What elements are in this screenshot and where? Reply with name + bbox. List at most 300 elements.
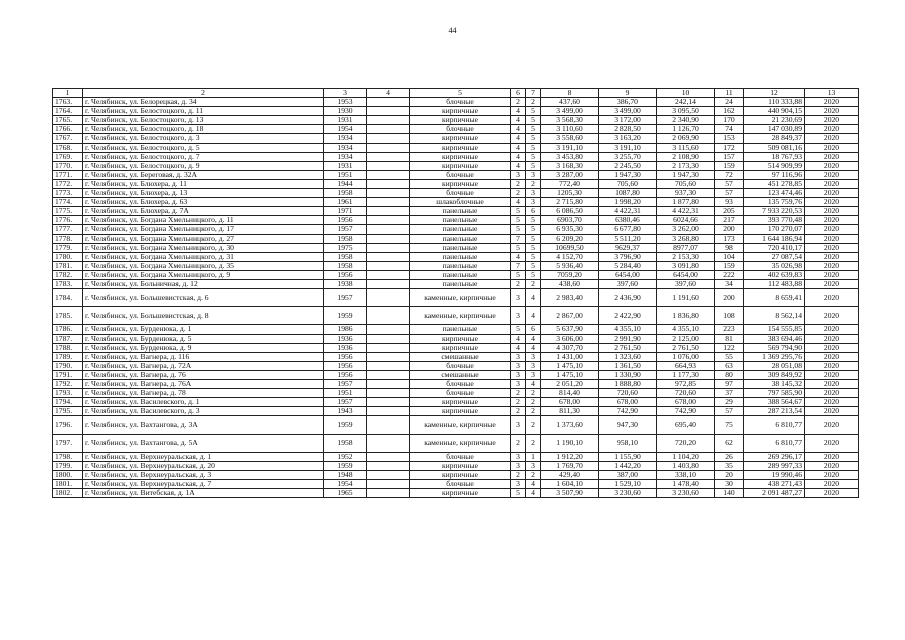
year-cell: 1948	[324, 470, 367, 479]
area-living-cell: 387,00	[599, 470, 657, 479]
table-row	[53, 261, 859, 270]
year-cell: 1959	[324, 461, 367, 470]
area-total-cell: 1 475,10	[541, 361, 599, 370]
entrances-cell: 4	[526, 380, 541, 389]
address-cell: г. Челябинск, ул. Береговая, д. 32А	[83, 170, 324, 179]
plan-year-cell: 2020	[805, 261, 859, 270]
entrances-cell: 5	[526, 134, 541, 143]
empty-cell	[367, 107, 410, 116]
header-cell: 9	[599, 89, 657, 98]
area-total-cell: 10699,50	[541, 243, 599, 252]
year-cell: 1931	[324, 161, 367, 170]
material-cell: блочные	[410, 189, 511, 198]
empty-cell	[367, 470, 410, 479]
empty-cell	[367, 370, 410, 379]
year-cell: 1943	[324, 407, 367, 416]
address-cell: г. Челябинск, ул. Вагнера, д. 78	[83, 389, 324, 398]
entrances-cell: 2	[526, 389, 541, 398]
floors-cell: 3	[511, 416, 526, 434]
residents-cell: 20	[715, 470, 744, 479]
address-cell: г. Челябинск, ул. Белостоцкого, д. 13	[83, 116, 324, 125]
area-total-cell: 3 499,00	[541, 107, 599, 116]
cost-cell: 309 849,92	[744, 370, 805, 379]
residents-cell: 172	[715, 143, 744, 152]
table-row	[53, 325, 859, 334]
page-number: 44	[448, 26, 457, 35]
area-residential-cell: 2 340,90	[657, 116, 715, 125]
table-row	[53, 161, 859, 170]
area-living-cell: 5 284,40	[599, 261, 657, 270]
area-residential-cell: 2 125,00	[657, 334, 715, 343]
address-cell: г. Челябинск, ул. Богдана Хмельницкого, д. 35	[83, 261, 324, 270]
year-cell: 1986	[324, 325, 367, 334]
row-number: 1774.	[53, 198, 83, 207]
entrances-cell: 3	[526, 361, 541, 370]
year-cell: 1936	[324, 343, 367, 352]
area-total-cell: 3 606,00	[541, 334, 599, 343]
table-row	[53, 398, 859, 407]
year-cell: 1930	[324, 107, 367, 116]
row-number: 1802.	[53, 489, 83, 498]
area-total-cell: 1 431,00	[541, 352, 599, 361]
entrances-cell: 6	[526, 325, 541, 334]
area-residential-cell: 2 153,30	[657, 252, 715, 261]
empty-cell	[367, 270, 410, 279]
row-number: 1791.	[53, 370, 83, 379]
row-number: 1778.	[53, 234, 83, 243]
floors-cell: 4	[511, 198, 526, 207]
table-row	[53, 243, 859, 252]
entrances-cell: 5	[526, 143, 541, 152]
residents-cell: 205	[715, 207, 744, 216]
plan-year-cell: 2020	[805, 334, 859, 343]
plan-year-cell: 2020	[805, 398, 859, 407]
empty-cell	[367, 143, 410, 152]
residents-cell: 72	[715, 170, 744, 179]
cost-cell: 7 933 220,53	[744, 207, 805, 216]
residents-cell: 223	[715, 325, 744, 334]
area-residential-cell: 1 177,30	[657, 370, 715, 379]
address-cell: г. Челябинск, ул. Василевского, д. 3	[83, 407, 324, 416]
area-total-cell: 2 051,20	[541, 380, 599, 389]
area-total-cell: 2 983,40	[541, 289, 599, 307]
plan-year-cell: 2020	[805, 170, 859, 179]
cost-cell: 170 270,07	[744, 225, 805, 234]
cost-cell: 21 230,69	[744, 116, 805, 125]
area-living-cell: 1 323,60	[599, 352, 657, 361]
area-residential-cell: 3 091,80	[657, 261, 715, 270]
material-cell: блочные	[410, 480, 511, 489]
plan-year-cell: 2020	[805, 116, 859, 125]
plan-year-cell: 2020	[805, 198, 859, 207]
cost-cell: 8 562,14	[744, 307, 805, 325]
residents-cell: 30	[715, 480, 744, 489]
residents-cell: 35	[715, 461, 744, 470]
entrances-cell: 2	[526, 416, 541, 434]
empty-cell	[367, 216, 410, 225]
floors-cell: 7	[511, 234, 526, 243]
residents-cell: 93	[715, 198, 744, 207]
floors-cell: 2	[511, 389, 526, 398]
address-cell: г. Челябинск, ул. Блюхера, д. 11	[83, 179, 324, 188]
row-number: 1781.	[53, 261, 83, 270]
floors-cell: 4	[511, 334, 526, 343]
empty-cell	[367, 480, 410, 489]
year-cell: 1957	[324, 225, 367, 234]
plan-year-cell: 2020	[805, 252, 859, 261]
cost-cell: 402 639,83	[744, 270, 805, 279]
area-residential-cell: 720,60	[657, 389, 715, 398]
row-number: 1797.	[53, 434, 83, 452]
area-living-cell: 678,00	[599, 398, 657, 407]
area-living-cell: 1 330,90	[599, 370, 657, 379]
year-cell: 1931	[324, 116, 367, 125]
empty-cell	[367, 225, 410, 234]
entrances-cell: 3	[526, 198, 541, 207]
row-number: 1765.	[53, 116, 83, 125]
area-total-cell: 438,60	[541, 279, 599, 288]
material-cell: шлакоблочные	[410, 198, 511, 207]
year-cell: 1956	[324, 270, 367, 279]
area-living-cell: 958,10	[599, 434, 657, 452]
residents-cell: 159	[715, 261, 744, 270]
entrances-cell: 4	[526, 489, 541, 498]
address-cell: г. Челябинск, ул. Больничная, д. 12	[83, 279, 324, 288]
residents-cell: 55	[715, 352, 744, 361]
area-living-cell: 2 245,50	[599, 161, 657, 170]
area-total-cell: 2 715,80	[541, 198, 599, 207]
plan-year-cell: 2020	[805, 179, 859, 188]
table-row	[53, 207, 859, 216]
address-cell: г. Челябинск, ул. Блюхера, д. 63	[83, 198, 324, 207]
header-cell: 2	[83, 89, 324, 98]
area-total-cell: 1 373,60	[541, 416, 599, 434]
area-living-cell: 1 529,10	[599, 480, 657, 489]
cost-cell: 123 474,46	[744, 189, 805, 198]
area-living-cell: 1 947,30	[599, 170, 657, 179]
floors-cell: 3	[511, 370, 526, 379]
empty-cell	[367, 452, 410, 461]
material-cell: панельные	[410, 216, 511, 225]
material-cell: панельные	[410, 270, 511, 279]
floors-cell: 2	[511, 179, 526, 188]
area-living-cell: 2 991,90	[599, 334, 657, 343]
area-total-cell: 4 307,70	[541, 343, 599, 352]
cost-cell: 2 091 487,27	[744, 489, 805, 498]
residents-cell: 74	[715, 125, 744, 134]
year-cell: 1957	[324, 380, 367, 389]
material-cell: блочные	[410, 452, 511, 461]
area-total-cell: 678,00	[541, 398, 599, 407]
floors-cell: 5	[511, 243, 526, 252]
empty-cell	[367, 234, 410, 243]
floors-cell: 3	[511, 289, 526, 307]
empty-cell	[367, 352, 410, 361]
empty-cell	[367, 434, 410, 452]
empty-cell	[367, 189, 410, 198]
area-residential-cell: 4 355,10	[657, 325, 715, 334]
table-row	[53, 361, 859, 370]
area-residential-cell: 3 115,60	[657, 143, 715, 152]
residents-cell: 98	[715, 243, 744, 252]
year-cell: 1936	[324, 334, 367, 343]
floors-cell: 5	[511, 216, 526, 225]
material-cell: панельные	[410, 279, 511, 288]
area-total-cell: 811,30	[541, 407, 599, 416]
address-cell: г. Челябинск, ул. Белостоцкого, д. 9	[83, 161, 324, 170]
plan-year-cell: 2020	[805, 270, 859, 279]
table-row	[53, 470, 859, 479]
area-living-cell: 720,60	[599, 389, 657, 398]
area-total-cell: 1 912,20	[541, 452, 599, 461]
residents-cell: 200	[715, 225, 744, 234]
plan-year-cell: 2020	[805, 134, 859, 143]
area-living-cell: 3 255,70	[599, 152, 657, 161]
plan-year-cell: 2020	[805, 307, 859, 325]
cost-cell: 269 296,17	[744, 452, 805, 461]
year-cell: 1959	[324, 307, 367, 325]
cost-cell: 35 026,98	[744, 261, 805, 270]
plan-year-cell: 2020	[805, 434, 859, 452]
floors-cell: 3	[511, 361, 526, 370]
residents-cell: 200	[715, 289, 744, 307]
residents-cell: 57	[715, 179, 744, 188]
area-total-cell: 6 086,50	[541, 207, 599, 216]
material-cell: каменные, кирпичные	[410, 434, 511, 452]
cost-cell: 440 904,15	[744, 107, 805, 116]
material-cell: кирпичные	[410, 470, 511, 479]
area-living-cell: 3 191,10	[599, 143, 657, 152]
area-total-cell: 3 168,30	[541, 161, 599, 170]
year-cell: 1951	[324, 170, 367, 179]
year-cell: 1934	[324, 143, 367, 152]
year-cell: 1958	[324, 434, 367, 452]
row-number: 1767.	[53, 134, 83, 143]
residents-cell: 170	[715, 116, 744, 125]
address-cell: г. Челябинск, ул. Бурденюка, д. 5	[83, 334, 324, 343]
area-residential-cell: 2 173,30	[657, 161, 715, 170]
table-row	[53, 407, 859, 416]
area-living-cell: 3 163,20	[599, 134, 657, 143]
row-number: 1783.	[53, 279, 83, 288]
table-row	[53, 198, 859, 207]
empty-cell	[367, 179, 410, 188]
area-living-cell: 2 761,50	[599, 343, 657, 352]
plan-year-cell: 2020	[805, 352, 859, 361]
area-total-cell: 7059,20	[541, 270, 599, 279]
year-cell: 1954	[324, 480, 367, 489]
address-cell: г. Челябинск, ул. Большевистская, д. 8	[83, 307, 324, 325]
area-living-cell: 2 828,50	[599, 125, 657, 134]
material-cell: панельные	[410, 234, 511, 243]
floors-cell: 3	[511, 380, 526, 389]
empty-cell	[367, 170, 410, 179]
entrances-cell: 5	[526, 152, 541, 161]
residents-cell: 37	[715, 389, 744, 398]
floors-cell: 4	[511, 152, 526, 161]
empty-cell	[367, 152, 410, 161]
address-cell: г. Челябинск, ул. Вагнера, д. 72А	[83, 361, 324, 370]
plan-year-cell: 2020	[805, 98, 859, 107]
year-cell: 1952	[324, 452, 367, 461]
floors-cell: 4	[511, 125, 526, 134]
entrances-cell: 4	[526, 289, 541, 307]
entrances-cell: 2	[526, 398, 541, 407]
row-number: 1780.	[53, 252, 83, 261]
table-row	[53, 489, 859, 498]
row-number: 1794.	[53, 398, 83, 407]
cost-cell: 383 694,46	[744, 334, 805, 343]
address-cell: г. Челябинск, ул. Верхнеуральская, д. 3	[83, 470, 324, 479]
row-number: 1775.	[53, 207, 83, 216]
material-cell: кирпичные	[410, 161, 511, 170]
entrances-cell: 3	[526, 461, 541, 470]
area-living-cell: 4 422,31	[599, 207, 657, 216]
material-cell: каменные, кирпичные	[410, 289, 511, 307]
area-residential-cell: 3 262,00	[657, 225, 715, 234]
cost-cell: 438 271,43	[744, 480, 805, 489]
table-row	[53, 189, 859, 198]
area-living-cell: 1 442,20	[599, 461, 657, 470]
entrances-cell: 5	[526, 225, 541, 234]
material-cell: кирпичные	[410, 152, 511, 161]
plan-year-cell: 2020	[805, 125, 859, 134]
cost-cell: 27 087,54	[744, 252, 805, 261]
area-living-cell: 397,60	[599, 279, 657, 288]
area-total-cell: 3 287,00	[541, 170, 599, 179]
material-cell: блочные	[410, 170, 511, 179]
area-living-cell: 947,30	[599, 416, 657, 434]
row-number: 1789.	[53, 352, 83, 361]
header-cell: 11	[715, 89, 744, 98]
floors-cell: 5	[511, 325, 526, 334]
material-cell: блочные	[410, 361, 511, 370]
address-cell: г. Челябинск, ул. Белостоцкого, д. 5	[83, 143, 324, 152]
area-residential-cell: 1 126,70	[657, 125, 715, 134]
cost-cell: 509 081,16	[744, 143, 805, 152]
floors-cell: 2	[511, 470, 526, 479]
table-row	[53, 270, 859, 279]
entrances-cell: 5	[526, 234, 541, 243]
floors-cell: 5	[511, 270, 526, 279]
table-row	[53, 107, 859, 116]
row-number: 1764.	[53, 107, 83, 116]
area-residential-cell: 1 104,20	[657, 452, 715, 461]
address-cell: г. Челябинск, ул. Богдана Хмельницкого, д. 31	[83, 252, 324, 261]
row-number: 1793.	[53, 389, 83, 398]
table-row	[53, 389, 859, 398]
row-number: 1770.	[53, 161, 83, 170]
table-row	[53, 416, 859, 434]
table-row	[53, 179, 859, 188]
residents-cell: 140	[715, 489, 744, 498]
area-residential-cell: 4 422,31	[657, 207, 715, 216]
address-cell: г. Челябинск, ул. Вахтангова, д. 3А	[83, 416, 324, 434]
row-number: 1795.	[53, 407, 83, 416]
empty-cell	[367, 307, 410, 325]
residents-cell: 157	[715, 152, 744, 161]
plan-year-cell: 2020	[805, 389, 859, 398]
area-residential-cell: 972,85	[657, 380, 715, 389]
area-living-cell: 1 888,80	[599, 380, 657, 389]
plan-year-cell: 2020	[805, 279, 859, 288]
year-cell: 1953	[324, 98, 367, 107]
entrances-cell: 5	[526, 252, 541, 261]
area-total-cell: 6903,70	[541, 216, 599, 225]
empty-cell	[367, 461, 410, 470]
floors-cell: 3	[511, 461, 526, 470]
material-cell: смешанные	[410, 370, 511, 379]
entrances-cell: 5	[526, 243, 541, 252]
empty-cell	[367, 161, 410, 170]
address-cell: г. Челябинск, ул. Белорецкая, д. 34	[83, 98, 324, 107]
area-residential-cell: 1 947,30	[657, 170, 715, 179]
table-row	[53, 170, 859, 179]
area-residential-cell: 1 877,80	[657, 198, 715, 207]
residents-cell: 162	[715, 107, 744, 116]
entrances-cell: 4	[526, 343, 541, 352]
floors-cell: 3	[511, 307, 526, 325]
year-cell: 1951	[324, 389, 367, 398]
residents-cell: 153	[715, 134, 744, 143]
floors-cell: 5	[511, 207, 526, 216]
table-row	[53, 370, 859, 379]
year-cell: 1957	[324, 289, 367, 307]
address-cell: г. Челябинск, ул. Бурденюка, д. 9	[83, 343, 324, 352]
address-cell: г. Челябинск, ул. Блюхера, д. 7А	[83, 207, 324, 216]
plan-year-cell: 2020	[805, 370, 859, 379]
area-residential-cell: 6454,00	[657, 270, 715, 279]
floors-cell: 3	[511, 352, 526, 361]
area-total-cell: 814,40	[541, 389, 599, 398]
table-row	[53, 125, 859, 134]
material-cell: панельные	[410, 225, 511, 234]
row-number: 1787.	[53, 334, 83, 343]
year-cell: 1971	[324, 207, 367, 216]
residents-cell: 57	[715, 189, 744, 198]
entrances-cell: 2	[526, 470, 541, 479]
plan-year-cell: 2020	[805, 407, 859, 416]
plan-year-cell: 2020	[805, 207, 859, 216]
area-total-cell: 3 191,10	[541, 143, 599, 152]
residents-cell: 217	[715, 216, 744, 225]
area-residential-cell: 705,60	[657, 179, 715, 188]
area-total-cell: 3 453,80	[541, 152, 599, 161]
header-cell: 12	[744, 89, 805, 98]
residents-cell: 81	[715, 334, 744, 343]
area-living-cell: 6454,00	[599, 270, 657, 279]
area-residential-cell: 2 761,50	[657, 343, 715, 352]
material-cell: кирпичные	[410, 398, 511, 407]
material-cell: кирпичные	[410, 461, 511, 470]
table-row	[53, 152, 859, 161]
address-cell: г. Челябинск, ул. Витебская, д. 1А	[83, 489, 324, 498]
residents-cell: 108	[715, 307, 744, 325]
address-cell: г. Челябинск, ул. Вагнера, д. 116	[83, 352, 324, 361]
floors-cell: 3	[511, 170, 526, 179]
cost-cell: 1 644 186,94	[744, 234, 805, 243]
material-cell: панельные	[410, 325, 511, 334]
address-cell: г. Челябинск, ул. Большевистская, д. 6	[83, 289, 324, 307]
year-cell: 1934	[324, 134, 367, 143]
cost-cell: 112 483,88	[744, 279, 805, 288]
area-total-cell: 1 190,10	[541, 434, 599, 452]
cost-cell: 451 278,85	[744, 179, 805, 188]
year-cell: 1956	[324, 370, 367, 379]
year-cell: 1944	[324, 179, 367, 188]
floors-cell: 2	[511, 407, 526, 416]
entrances-cell: 4	[526, 334, 541, 343]
